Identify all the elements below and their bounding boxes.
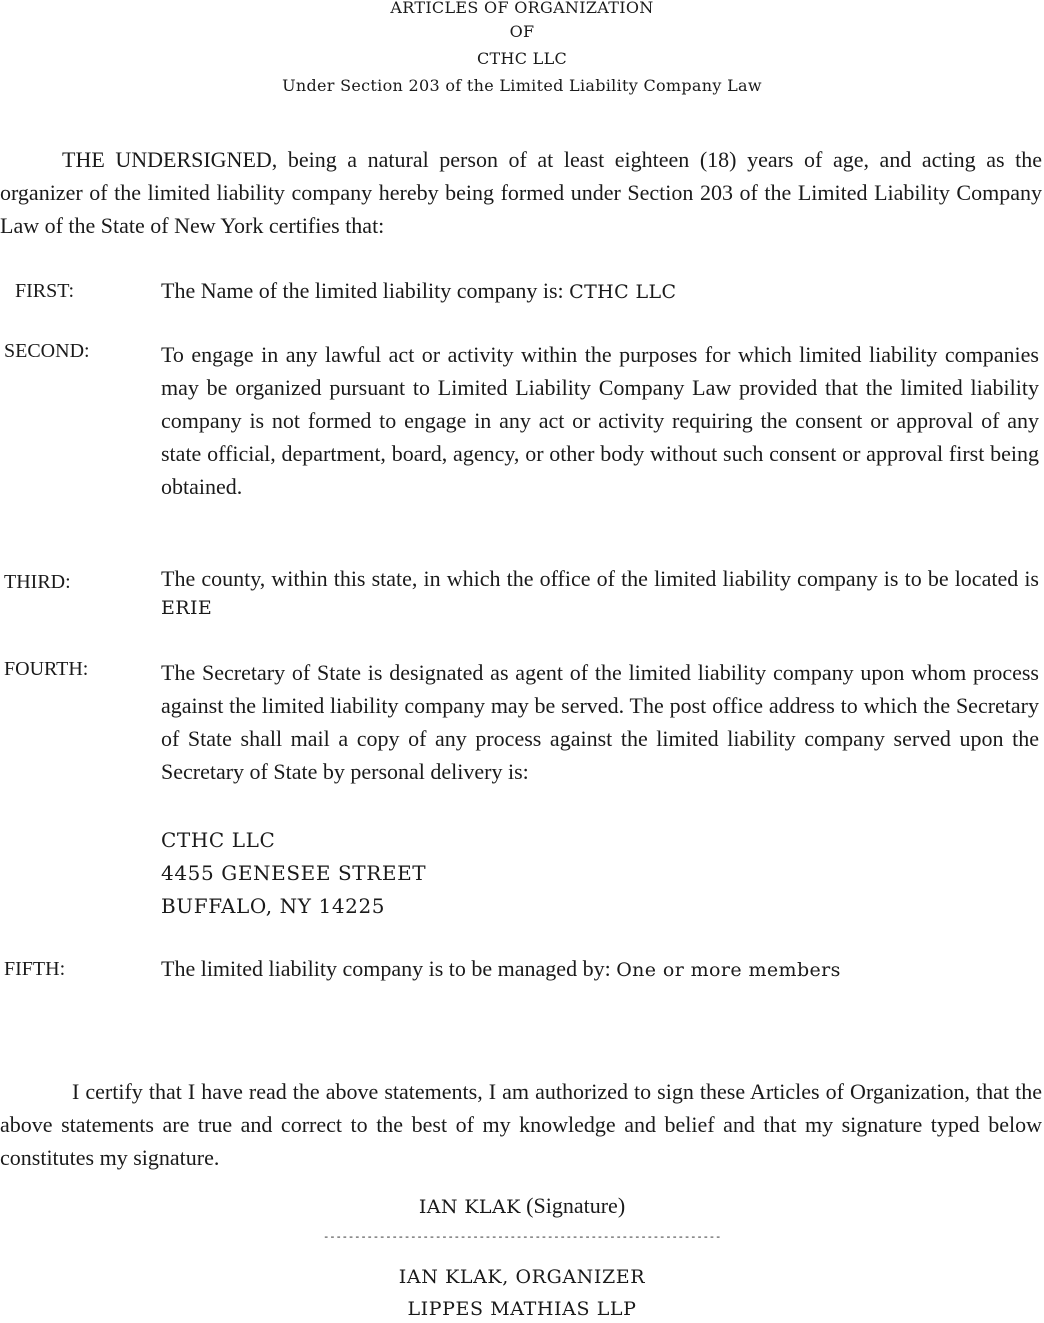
article-fifth-label: FIFTH:	[4, 958, 66, 980]
address-line-1: CTHC LLC	[161, 828, 276, 852]
management-value: One or more members	[616, 959, 841, 981]
statute-subtitle: Under Section 203 of the Limited Liability Company Law	[282, 76, 762, 95]
signature-suffix: (Signature)	[520, 1193, 626, 1218]
article-fourth-label: FOURTH:	[4, 658, 89, 680]
intro-paragraph: THE UNDERSIGNED, being a natural person of at least eighteen (18) years of age, and acting as the organizer of the limited liability company hereby being formed under Section 203 of the Limited Liability Company Law of the State of New York certifies that:	[0, 147, 1042, 238]
article-second-text: To engage in any lawful act or activity within the purposes for which limited liability companies may be organized pursuant to Limited Liability Company Law provided that the limited liability company is not formed to engage in any act or activity requiring the consent or approval of any state official, department, board, agency, or other body without such consent or approval first being obtained.	[161, 342, 1039, 499]
article-third-text: The county, within this state, in which the office of the limited liability company is to be located is	[161, 566, 1039, 591]
address-line-2: 4455 GENESEE STREET	[161, 861, 427, 885]
signature-name: IAN KLAK	[418, 1196, 521, 1218]
county-value: ERIE	[161, 597, 213, 619]
law-firm-name: LIPPES MATHIAS LLP	[407, 1298, 637, 1320]
signature-rule: ----------------------------------------------------------------	[322, 1230, 722, 1243]
article-fifth	[161, 952, 1039, 987]
article-third	[161, 565, 1039, 622]
address-line-3: BUFFALO, NY 14225	[161, 894, 386, 918]
signature-line	[0, 1192, 1044, 1221]
doc-title-of: OF	[509, 22, 535, 41]
certification-paragraph: I certify that I have read the above statements, I am authorized to sign these Articles of Organization, that the above statements are true and correct to the best of my knowledge and belief and that my signature typed below constitutes my signature.	[0, 1079, 1042, 1170]
article-first	[161, 274, 1039, 309]
article-second-label: SECOND:	[4, 340, 90, 362]
article-fourth-text: The Secretary of State is designated as agent of the limited liability company upon whom process against the limited liability company may be served. The post office address to which the Secretary of State shall mail a copy of any process against the limited liability company served upon the Secretary of State by personal delivery is:	[161, 660, 1039, 784]
company-name-heading: CTHC LLC	[476, 49, 568, 68]
article-fifth-text: The limited liability company is to be managed by:	[161, 956, 617, 981]
article-third-label: THIRD:	[4, 571, 71, 593]
company-name-value: CTHC LLC	[569, 281, 677, 303]
doc-title: ARTICLES OF ORGANIZATION	[390, 0, 654, 17]
organizer-title: IAN KLAK, ORGANIZER	[398, 1266, 646, 1288]
article-first-text: The Name of the limited liability company is:	[161, 278, 570, 303]
article-first-label: FIRST:	[15, 280, 75, 302]
